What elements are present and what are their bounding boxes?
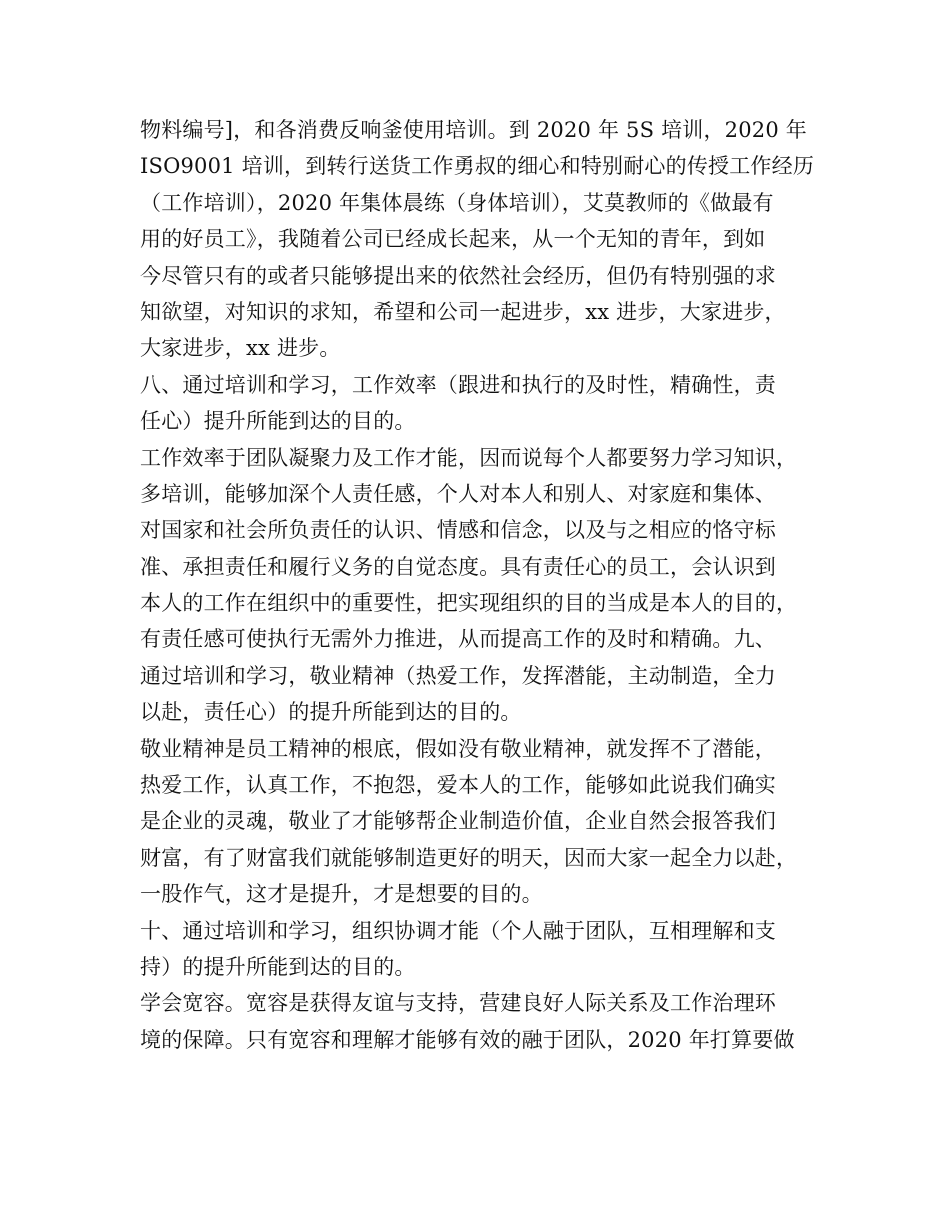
- text-line: 境的保障。只有宽容和理解才能够有效的融于团队，2020 年打算要做: [140, 1027, 795, 1052]
- text-line: 用的好员工》，我随着公司已经成长起来，从一个无知的青年，到如: [140, 227, 766, 252]
- text-line: 准、承担责任和履行义务的自觉态度。具有责任心的员工，会认识到: [140, 554, 776, 579]
- text-line: 有责任感可使执行无需外力推进，从而提高工作的及时和精确。九、: [140, 627, 776, 652]
- text-line: 本人的工作在组织中的重要性，把实现组织的目的当成是本人的目的，: [140, 591, 798, 616]
- section-heading-line: 八、通过培训和学习，工作效率（跟进和执行的及时性，精确性，责: [140, 372, 776, 397]
- text-line: （工作培训），2020 年集体晨练（身体培训），艾莫教师的《做最有: [140, 190, 774, 215]
- text-line: 是企业的灵魂，敬业了才能够帮企业制造价值，企业自然会报答我们: [140, 809, 776, 834]
- text-line: 工作效率于团队凝聚力及工作才能，因而说每个人都要努力学习知识，: [140, 445, 798, 470]
- text-line: 通过培训和学习，敬业精神（热爱工作，发挥潜能，主动制造，全力: [140, 663, 776, 688]
- text-line: 热爱工作，认真工作，不抱怨，爱本人的工作，能够如此说我们确实: [140, 773, 776, 798]
- text-line: ISO9001 培训，到转行送货工作勇叔的细心和特别耐心的传授工作经历: [140, 154, 815, 179]
- text-line: 对国家和社会所负责任的认识、情感和信念，以及与之相应的恪守标: [140, 518, 776, 543]
- document-body: [140, 112, 820, 1058]
- section-heading-line: 持）的提升所能到达的目的。: [140, 954, 416, 979]
- text-line: 物料编号]，和各消费反响釜使用培训。到 2020 年 5S 培训，2020 年: [140, 118, 808, 142]
- text-line: 多培训，能够加深个人责任感，个人对本人和别人、对家庭和集体、: [140, 481, 776, 506]
- text-line: 以赴，责任心）的提升所能到达的目的。: [140, 700, 522, 725]
- text-line: 大家进步，xx 进步。: [140, 336, 341, 361]
- text-line: 敬业精神是员工精神的根底，假如没有敬业精神，就发挥不了潜能，: [140, 736, 776, 761]
- section-heading-line: 十、通过培训和学习，组织协调才能（个人融于团队，互相理解和支: [140, 918, 776, 943]
- text-line: 知欲望，对知识的求知，希望和公司一起进步，xx 进步，大家进步，: [140, 299, 786, 324]
- text-line: 学会宽容。宽容是获得友谊与支持，营建良好人际关系及工作治理环: [140, 991, 776, 1016]
- text-line: 今尽管只有的或者只能够提出来的依然社会经历，但仍有特别强的求: [140, 263, 776, 288]
- section-heading-line: 任心）提升所能到达的目的。: [140, 409, 416, 434]
- text-line: 财富，有了财富我们就能够制造更好的明天，因而大家一起全力以赴，: [140, 845, 798, 870]
- text-line: 一股作气，这才是提升，才是想要的目的。: [140, 882, 543, 907]
